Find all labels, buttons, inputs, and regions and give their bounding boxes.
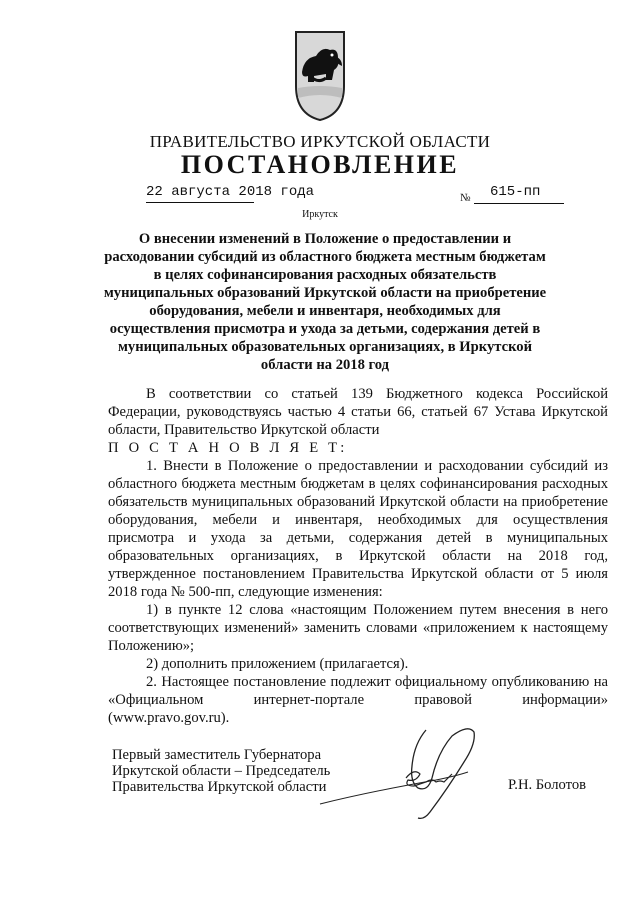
authority-name: ПРАВИТЕЛЬСТВО ИРКУТСКОЙ ОБЛАСТИ: [149, 132, 491, 151]
preamble-paragraph: В соответствии со статьей 139 Бюджетного кодекса Российской Федерации, руководствуясь частью 4 статьи 66, статьей 67 Устава Иркутской области, Правительство Иркутской области: [108, 386, 608, 438]
position-line-1: Первый заместитель Губернатора: [112, 747, 322, 763]
decree-word: П О С Т А Н О В Л Я Е Т:: [108, 440, 348, 456]
number-sign: №: [460, 192, 471, 204]
item-2-url: (www.pravo.gov.ru).: [108, 710, 230, 726]
number-underline: [474, 203, 564, 204]
signatory-position: [112, 747, 330, 795]
item-1-1-paragraph: 1) в пункте 12 слова «настоящим Положением путем внесения в него соответствующих изменений» заменить словами «приложением к настоящему Положению»;: [108, 602, 608, 654]
handwritten-signature: [318, 722, 508, 826]
item-1-2-paragraph: 2) дополнить приложением (прилагается).: [146, 656, 409, 672]
document-number: 615-пп: [490, 184, 541, 200]
position-line-3: Правительства Иркутской области: [112, 779, 327, 795]
item-2-paragraph: 2. Настоящее постановление подлежит официальному опубликованию на «Официальном интернет-портале правовой информации»: [108, 674, 608, 708]
coat-of-arms-emblem: [292, 28, 348, 122]
item-1-paragraph: 1. Внести в Положение о предоставлении и расходовании субсидий из областного бюджета местным бюджетам в целях софинансирования расходных обязательств муниципальных образований Иркутской области на приобретение оборудования, мебели и инвентаря, необходимых для осуществления присмотра и ухода за детьми, содержания детей в муниципальных образовательных организациях, в Иркутской области на 2018 год, утвержденное постановлением Правительства Иркутской области от 5 июля 2018 года № 500-пп, следующие изменения:: [108, 458, 608, 600]
document-date: 22 августа 2018 года: [146, 184, 315, 200]
document-type: ПОСТАНОВЛЕНИЕ: [180, 150, 460, 179]
document-body: [108, 385, 608, 727]
signatory-name: Р.Н. Болотов: [508, 777, 587, 793]
document-title: О внесении изменений в Положение о предоставлении и расходовании субсидий из областного бюджета местным бюджетам в целях софинансирования расходных обязательств муниципальных образований Иркутской области на приобретение оборудования, мебели и инвентаря, необходимых для осуществления присмотра и ухода за детьми, содержания детей в муниципальных образовательных организациях, в Иркутской области на 2018 год: [103, 231, 547, 373]
date-underline: [146, 202, 254, 203]
city-name: Иркутск: [302, 209, 338, 220]
position-line-2: Иркутской области – Председатель: [112, 763, 331, 779]
